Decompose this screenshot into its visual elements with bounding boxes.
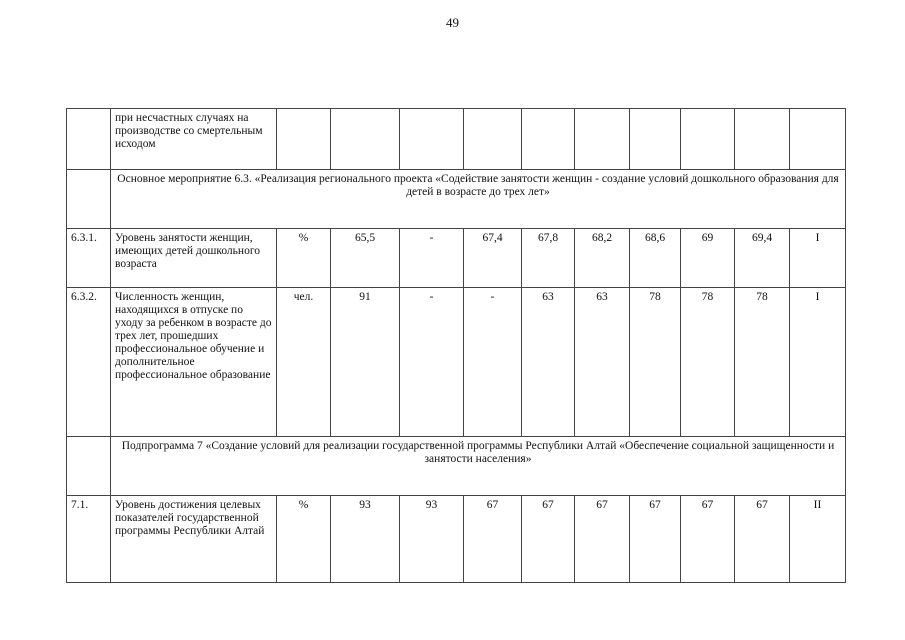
row-code: 7.1. [67,496,111,583]
value-cell: - [400,229,464,288]
unit-cell: % [277,496,331,583]
value-cell: 93 [331,496,400,583]
value-cell: 67 [464,496,522,583]
table-row [67,288,846,437]
value-cell: 63 [575,288,630,437]
category-cell: II [790,496,846,583]
empty-cell [67,437,111,496]
row-code: 6.3.2. [67,288,111,437]
table-row [67,109,846,170]
value-cell: 63 [522,288,575,437]
table-row [67,496,846,583]
indicator-name: Численность женщин, находящихся в отпуске по уходу за ребенком в возрасте до трех лет, прошедших профессиональное обучение и дополнительное профессиональное образование [111,288,277,437]
value-cell: 67 [735,496,790,583]
empty-cell [67,170,111,229]
value-cell: 78 [681,288,735,437]
table-row [67,229,846,288]
value-cell [735,109,790,170]
value-cell [400,109,464,170]
section-row [67,170,846,229]
value-cell: 78 [735,288,790,437]
value-cell [331,109,400,170]
value-cell: 67 [575,496,630,583]
unit-cell: чел. [277,288,331,437]
unit-cell [277,109,331,170]
value-cell: 67 [522,496,575,583]
indicator-name: при несчастных случаях на производстве со смертельным исходом [111,109,277,170]
value-cell: - [400,288,464,437]
row-code [67,109,111,170]
indicators-table [66,108,846,583]
value-cell: 78 [630,288,681,437]
value-cell [630,109,681,170]
value-cell: 91 [331,288,400,437]
section-title: Подпрограмма 7 «Создание условий для реализации государственной программы Республики Алтай «Обеспечение социальной защищенности и занятости населения» [111,437,846,496]
indicator-name: Уровень достижения целевых показателей государственной программы Республики Алтай [111,496,277,583]
indicator-name: Уровень занятости женщин, имеющих детей дошкольного возраста [111,229,277,288]
value-cell: 69 [681,229,735,288]
value-cell [464,109,522,170]
value-cell [522,109,575,170]
value-cell [681,109,735,170]
row-code: 6.3.1. [67,229,111,288]
category-cell [790,109,846,170]
value-cell: 68,2 [575,229,630,288]
value-cell: 67 [681,496,735,583]
unit-cell: % [277,229,331,288]
value-cell: 65,5 [331,229,400,288]
section-title: Основное мероприятие 6.3. «Реализация регионального проекта «Содействие занятости женщин - создание условий дошкольного образования для детей в возрасте до трех лет» [111,170,846,229]
section-row [67,437,846,496]
value-cell: 69,4 [735,229,790,288]
value-cell: 68,6 [630,229,681,288]
value-cell: 93 [400,496,464,583]
value-cell: - [464,288,522,437]
category-cell: I [790,288,846,437]
page-number: 49 [446,15,459,30]
value-cell [575,109,630,170]
value-cell: 67,4 [464,229,522,288]
category-cell: I [790,229,846,288]
value-cell: 67,8 [522,229,575,288]
value-cell: 67 [630,496,681,583]
